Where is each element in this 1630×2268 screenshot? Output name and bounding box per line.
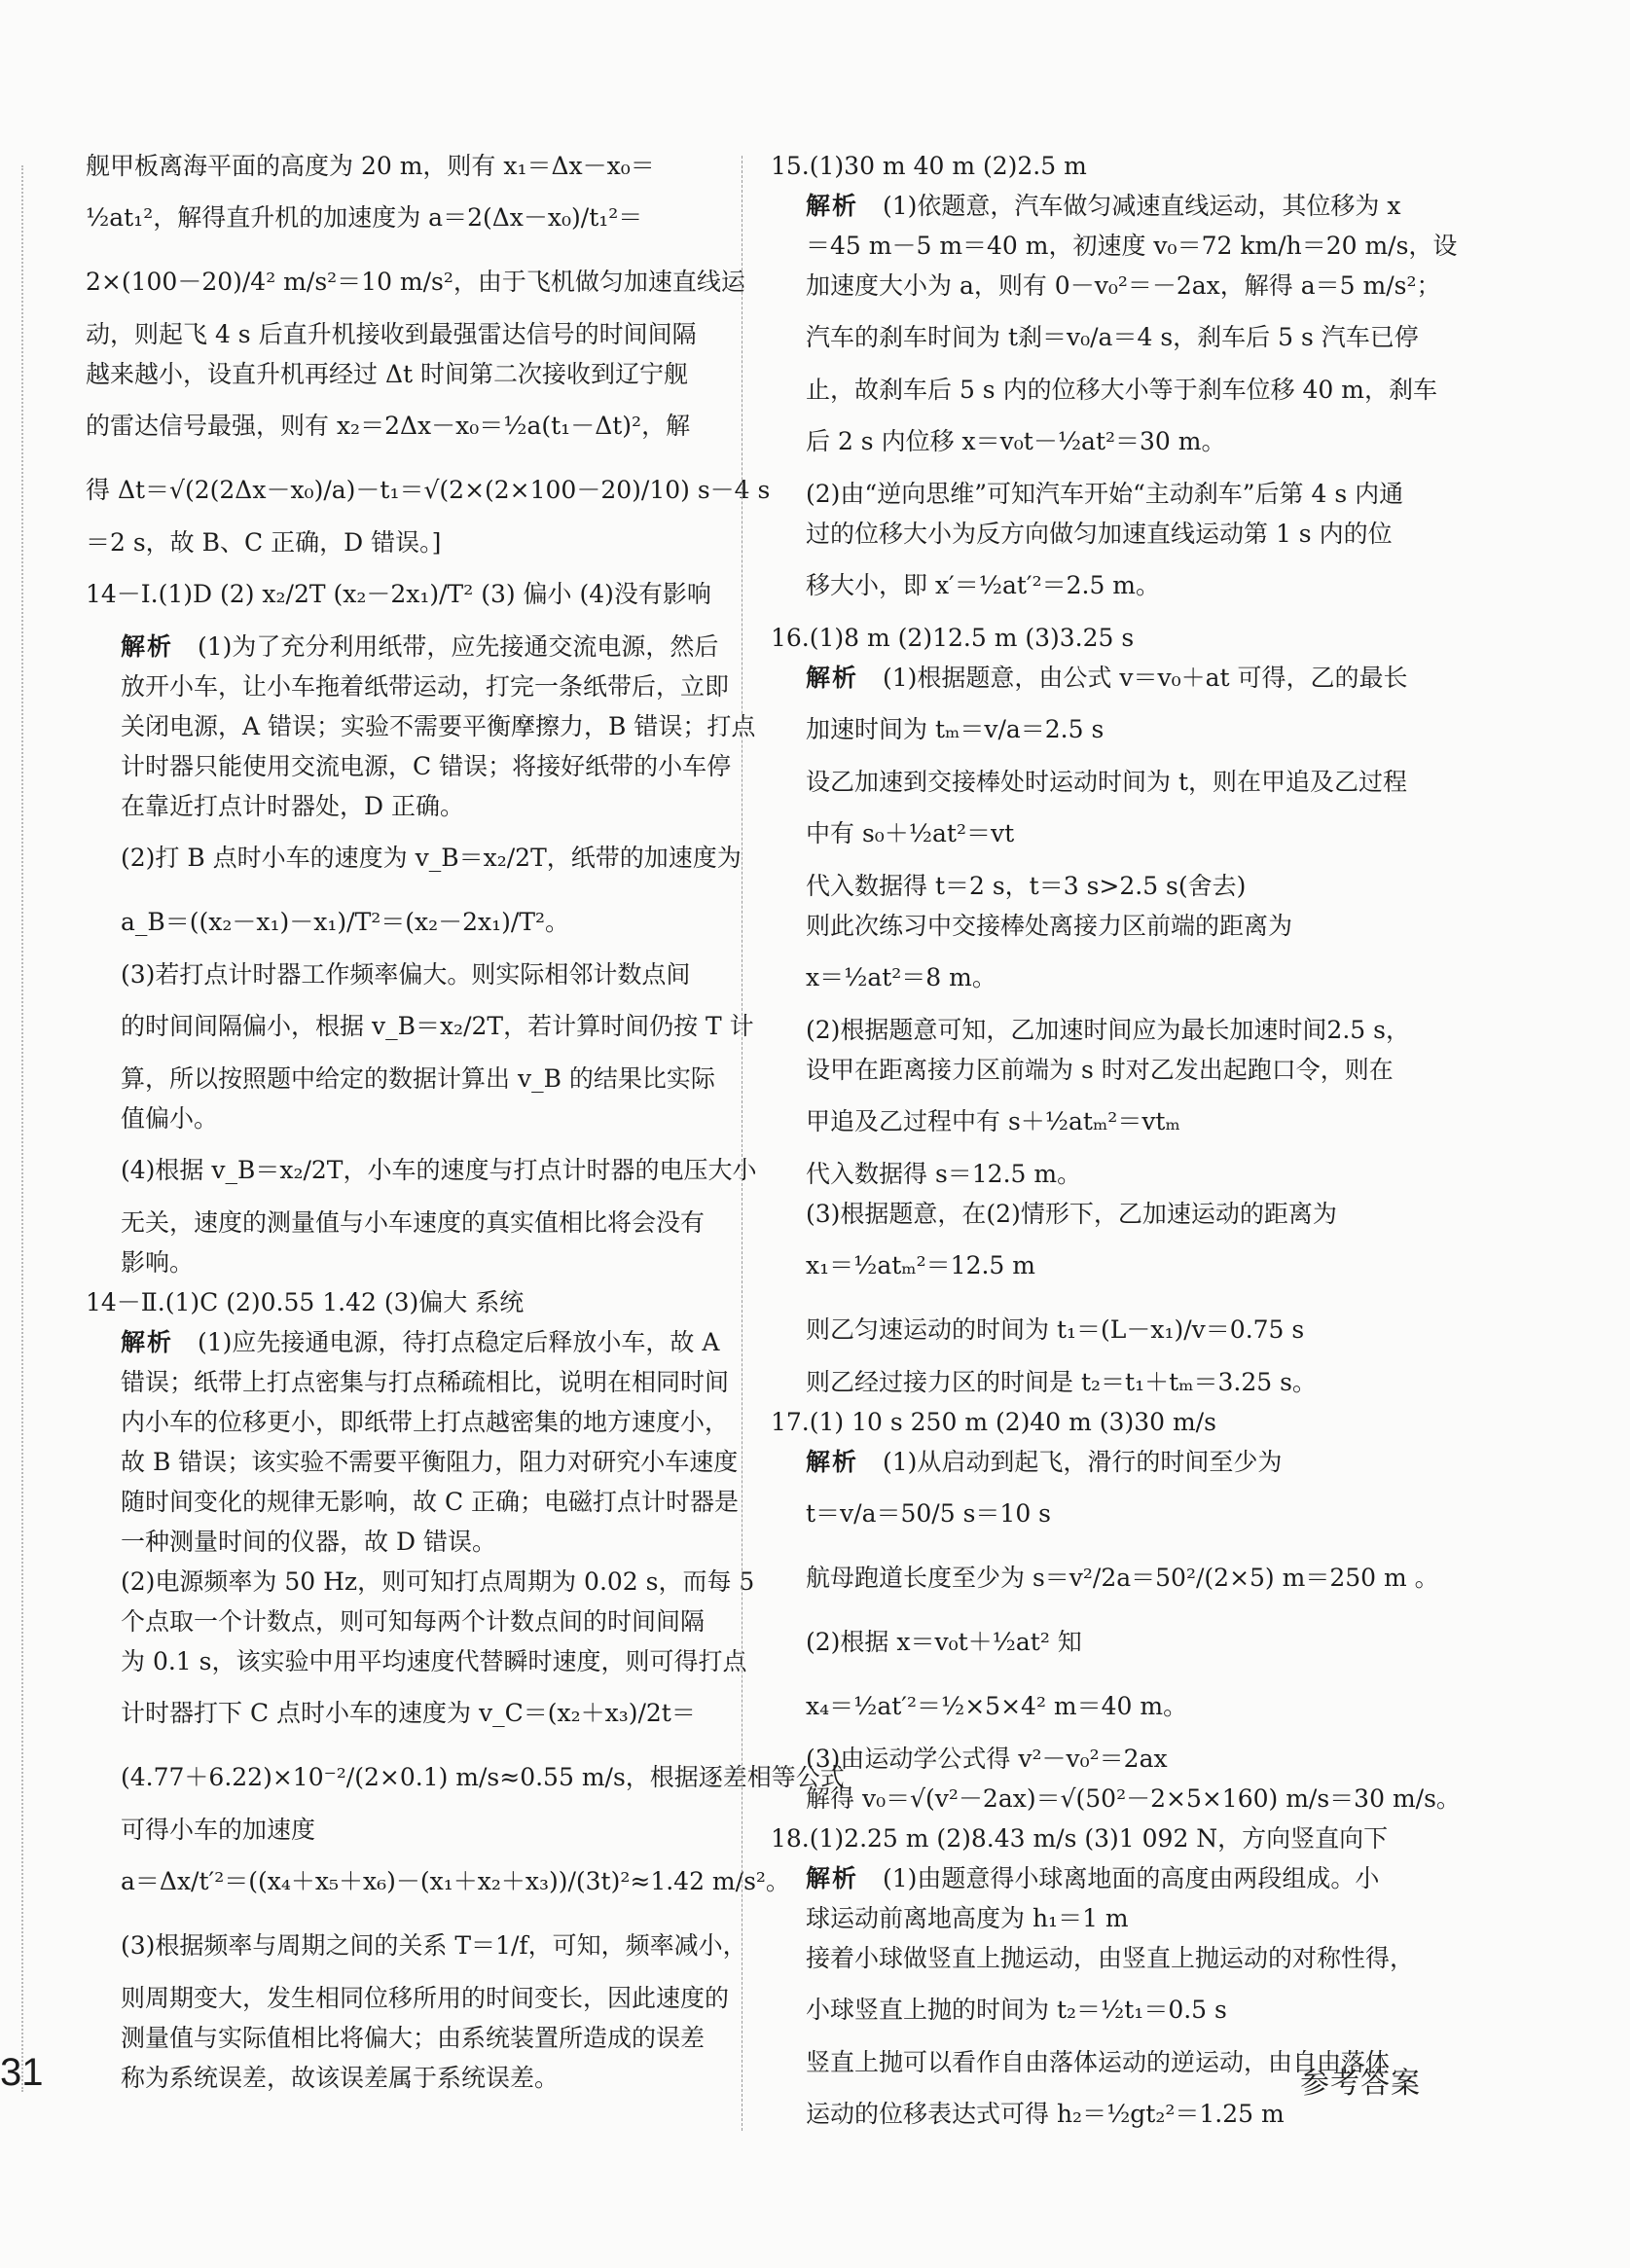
line-text: 17.(1) 10 s 250 m (2)40 m (3)30 m/s — [771, 1408, 1216, 1436]
column-divider — [742, 156, 743, 2131]
line-text: 得 Δt＝√(2(2Δx－x₀)/a)－t₁＝√(2×(2×100－20)/10) s－4 s — [86, 476, 771, 504]
text-line — [771, 1154, 1421, 1194]
line-text: (1)由题意得小球离地面的高度由两段组成。小 — [883, 1864, 1380, 1892]
line-text: 小球竖直上抛的时间为 t₂＝½t₁＝0.5 s — [806, 1996, 1227, 2024]
line-text: 代入数据得 s＝12.5 m。 — [806, 1160, 1082, 1188]
line-text: 计时器只能使用交流电源，C 错误；将接好纸带的小车停 — [121, 752, 732, 780]
line-text: 影响。 — [121, 1248, 195, 1277]
line-text: 14－Ⅱ.(1)C (2)0.55 1.42 (3)偏大 系统 — [86, 1288, 525, 1316]
line-text: (1)从启动到起飞，滑行的时间至少为 — [883, 1448, 1283, 1476]
text-line — [771, 370, 1437, 410]
text-line — [86, 1138, 757, 1203]
text-line — [771, 1442, 1421, 1482]
text-line — [771, 866, 1421, 906]
text-line — [771, 1298, 1421, 1362]
line-text: x₄＝½at′²＝½×5×4² m＝40 m。 — [806, 1692, 1188, 1720]
text-line — [771, 1674, 1421, 1739]
line-text: 移大小，即 x′＝½at′²＝2.5 m。 — [806, 571, 1161, 599]
line-text: x＝½at²＝8 m。 — [806, 963, 996, 991]
text-line — [86, 2018, 716, 2058]
text-line — [771, 266, 1441, 306]
text-line — [86, 146, 716, 186]
line-text: 中有 s₀＋½at²＝vt — [806, 819, 1015, 847]
line-text: 随时间变化的规律无影响，故 C 正确；电磁打点计时器是 — [121, 1488, 740, 1516]
line-text: 竖直上抛可以看作自由落体运动的逆运动，由自由落体 — [806, 2048, 1391, 2076]
analysis-label: 解析 — [121, 632, 174, 661]
text-line — [86, 1059, 716, 1098]
text-line — [86, 1098, 716, 1138]
line-text: (1)为了充分利用纸带，应先接通交流电源，然后 — [198, 632, 719, 661]
text-line — [771, 1234, 1421, 1298]
line-text: 在靠近打点计时器处，D 正确。 — [121, 792, 464, 820]
text-line — [771, 306, 1421, 370]
line-text: t＝v/a＝50/5 s＝10 s — [806, 1499, 1052, 1528]
text-line — [771, 1090, 1421, 1154]
text-line — [86, 1978, 730, 2018]
text-line — [771, 762, 1421, 802]
text-line — [771, 658, 1421, 698]
line-text: x₁＝½atₘ²＝12.5 m — [806, 1251, 1035, 1279]
answer-heading-line — [771, 146, 1421, 186]
text-line — [86, 826, 742, 890]
section-label: 参考答案 — [1300, 2067, 1421, 2101]
line-text: 则乙经过接力区的时间是 t₂＝t₁＋tₘ＝3.25 s。 — [806, 1368, 1317, 1396]
page-number: 31 — [0, 2051, 44, 2094]
text-line — [771, 1610, 1421, 1674]
line-text: 汽车的刹车时间为 t刹＝v₀/a＝4 s，刹车后 5 s 汽车已停 — [806, 323, 1419, 351]
line-text: 的雷达信号最强，则有 x₂＝2Δx－x₀＝½a(t₁－Δt)²，解 — [86, 412, 691, 440]
line-text: 放开小车，让小车拖着纸带运动，打完一条纸带后，立即 — [121, 672, 730, 701]
line-text: 关闭电源，A 错误；实验不需要平衡摩擦力，B 错误；打点 — [121, 712, 756, 740]
line-text: 15.(1)30 m 40 m (2)2.5 m — [771, 152, 1087, 180]
text-line — [771, 1010, 1421, 1050]
left-column — [86, 146, 845, 2098]
line-text: 则乙匀速运动的时间为 t₁＝(L－x₁)/v＝0.75 s — [806, 1315, 1305, 1344]
line-text: 接着小球做竖直上抛运动，由竖直上抛运动的对称性得， — [806, 1944, 1415, 1972]
text-line — [86, 1203, 716, 1242]
text-line — [771, 1779, 1461, 1818]
text-line — [771, 1546, 1439, 1610]
line-text: 动，则起飞 4 s 后直升机接收到最强雷达信号的时间间隔 — [86, 320, 697, 348]
line-text: 加速时间为 tₘ＝v/a＝2.5 s — [806, 715, 1105, 743]
line-text: 故 B 错误；该实验不需要平衡阻力，阻力对研究小车速度 — [121, 1448, 739, 1476]
text-line — [86, 1602, 716, 1641]
text-line — [86, 1641, 747, 1681]
text-line — [86, 1850, 790, 1914]
line-text: 14－Ⅰ.(1)D (2) x₂/2T (x₂－2x₁)/T² (3) 偏小 (4)没有影响 — [86, 580, 711, 608]
text-line — [86, 1362, 730, 1402]
line-text: (1)根据题意，由公式 v＝v₀＋at 可得，乙的最长 — [883, 664, 1408, 692]
answer-heading-line — [771, 618, 1421, 658]
text-line — [771, 1739, 1421, 1779]
line-text: 过的位移大小为反方向做匀加速直线运动第 1 s 内的位 — [806, 520, 1393, 548]
text-line — [86, 1242, 716, 1282]
text-line — [771, 554, 1421, 618]
text-line — [771, 514, 1421, 554]
line-text: (1)应先接通电源，待打点稳定后释放小车，故 A — [198, 1328, 720, 1356]
line-text: ½at₁²，解得直升机的加速度为 a＝2(Δx－x₀)/t₁²＝ — [86, 203, 643, 232]
line-text: 一种测量时间的仪器，故 D 错误。 — [121, 1528, 496, 1556]
text-line — [771, 1362, 1421, 1402]
line-text: 的时间间隔偏小，根据 v_B＝x₂/2T，若计算时间仍按 T 计 — [121, 1012, 754, 1040]
line-text: 称为系统误差，故该误差属于系统误差。 — [121, 2064, 560, 2092]
text-line — [86, 666, 730, 706]
line-text: 16.(1)8 m (2)12.5 m (3)3.25 s — [771, 624, 1135, 652]
text-line — [86, 746, 732, 786]
text-line — [771, 1938, 1421, 1978]
line-text: a_B＝((x₂－x₁)－x₁)/T²＝(x₂－2x₁)/T²。 — [121, 908, 570, 936]
line-text: (2)电源频率为 50 Hz，则可知打点周期为 0.02 s，而每 5 — [121, 1567, 755, 1596]
text-line — [86, 627, 719, 666]
line-text: 则此次练习中交接棒处离接力区前端的距离为 — [806, 912, 1293, 940]
line-text: (2)根据题意可知，乙加速时间应为最长加速时间2.5 s， — [806, 1016, 1410, 1044]
line-text: ＝2 s，故 B、C 正确，D 错误。] — [86, 528, 442, 557]
line-text: 值偏小。 — [121, 1104, 219, 1133]
line-text: 个点取一个计数点，则可知每两个计数点间的时间间隔 — [121, 1607, 706, 1636]
text-line — [86, 706, 756, 746]
line-text: (2)由“逆向思维”可知汽车开始“主动刹车”后第 4 s 内通 — [806, 480, 1404, 508]
text-line — [771, 186, 1421, 226]
analysis-label: 解析 — [806, 1864, 859, 1892]
line-text: 球运动前离地高度为 h₁＝1 m — [806, 1904, 1129, 1932]
analysis-label: 解析 — [121, 1328, 174, 1356]
line-text: (3)若打点计时器工作频率偏大。则实际相邻计数点间 — [121, 960, 691, 989]
line-text: 18.(1)2.25 m (2)8.43 m/s (3)1 092 N，方向竖直向下 — [771, 1824, 1389, 1853]
text-line — [771, 1858, 1421, 1898]
line-text: 2×(100－20)/4² m/s²＝10 m/s²，由于飞机做匀加速直线运 — [86, 268, 745, 296]
line-text: (3)根据题意，在(2)情形下，乙加速运动的距离为 — [806, 1200, 1337, 1228]
line-text: 测量值与实际值相比将偏大；由系统装置所造成的误差 — [121, 2024, 706, 2052]
text-line — [86, 1746, 845, 1810]
line-text: 止，故刹车后 5 s 内的位移大小等于刹车位移 40 m，刹车 — [806, 376, 1437, 404]
answer-heading-line — [771, 1818, 1421, 1858]
line-text: 甲追及乙过程中有 s＋½atₘ²＝vtₘ — [806, 1107, 1180, 1135]
line-text: 无关，速度的测量值与小车速度的真实值相比将会没有 — [121, 1208, 706, 1237]
right-column — [771, 146, 1461, 2146]
line-text: ＝45 m－5 m＝40 m，初速度 v₀＝72 km/h＝20 m/s，设 — [806, 232, 1458, 260]
text-line — [86, 1562, 755, 1602]
text-line — [771, 226, 1458, 266]
text-line — [771, 1978, 1421, 2042]
text-line — [86, 994, 754, 1059]
line-text: 设乙加速到交接棒处时运动时间为 t，则在甲追及乙过程 — [806, 768, 1407, 796]
text-line — [771, 1194, 1421, 1234]
line-text: 航母跑道长度至少为 s＝v²/2a＝50²/(2×5) m＝250 m 。 — [806, 1564, 1439, 1592]
text-line — [771, 946, 1421, 1010]
text-line — [771, 1050, 1421, 1090]
line-text: a＝Δx/t′²＝((x₄＋x₅＋x₆)－(x₁＋x₂＋x₃))/(3t)²≈1.42 m/s²。 — [121, 1867, 790, 1895]
line-text: 越来越小，设直升机再经过 Δt 时间第二次接收到辽宁舰 — [86, 360, 688, 388]
line-text: (4)根据 v_B＝x₂/2T，小车的速度与打点计时器的电压大小 — [121, 1156, 757, 1184]
text-line — [86, 354, 716, 394]
text-line — [86, 954, 716, 994]
line-text: 加速度大小为 a，则有 0－v₀²＝－2ax，解得 a＝5 m/s²； — [806, 271, 1441, 300]
line-text: 舰甲板离海平面的高度为 20 m，则有 x₁＝Δx－x₀＝ — [86, 152, 655, 180]
line-text: 算，所以按照题中给定的数据计算出 v_B 的结果比实际 — [121, 1064, 715, 1093]
text-line — [771, 474, 1421, 514]
line-text: 计时器打下 C 点时小车的速度为 v_C＝(x₂＋x₃)/2t＝ — [121, 1699, 696, 1727]
analysis-label: 解析 — [806, 1448, 859, 1476]
line-text: 则周期变大，发生相同位移所用的时间变长，因此速度的 — [121, 1984, 730, 2012]
text-line — [771, 1482, 1421, 1546]
line-text: 解得 v₀＝√(v²－2ax)＝√(50²－2×5×160) m/s＝30 m/s。 — [806, 1784, 1461, 1813]
text-line — [86, 1810, 716, 1850]
text-line — [86, 1522, 716, 1562]
line-text: 后 2 s 内位移 x＝v₀t－½at²＝30 m。 — [806, 427, 1226, 455]
line-text: 错误；纸带上打点密集与打点稀疏相比，说明在相同时间 — [121, 1368, 730, 1396]
text-line — [86, 1322, 720, 1362]
text-line — [86, 458, 771, 522]
text-line — [771, 698, 1421, 762]
text-line — [86, 1402, 730, 1442]
text-line — [86, 1482, 740, 1522]
line-text: 为 0.1 s，该实验中用平均速度代替瞬时速度，则可得打点 — [121, 1647, 747, 1675]
text-line — [86, 186, 716, 250]
text-line — [86, 394, 716, 458]
line-text: (3)由运动学公式得 v²－v₀²＝2ax — [806, 1745, 1168, 1773]
analysis-label: 解析 — [806, 664, 859, 692]
line-text: 运动的位移表达式可得 h₂＝½gt₂²＝1.25 m — [806, 2100, 1285, 2128]
line-text: 设甲在距离接力区前端为 s 时对乙发出起跑口令，则在 — [806, 1056, 1394, 1084]
text-line — [86, 1442, 739, 1482]
text-line — [86, 1681, 716, 1746]
text-line — [86, 786, 716, 826]
text-line — [86, 522, 716, 562]
line-text: (4.77＋6.22)×10⁻²/(2×0.1) m/s≈0.55 m/s，根据逐差相等公式 — [121, 1763, 845, 1791]
text-line — [771, 906, 1421, 946]
text-line — [771, 802, 1421, 866]
text-line — [771, 410, 1421, 474]
analysis-label: 解析 — [806, 192, 859, 220]
text-line — [771, 1898, 1421, 1938]
line-text: 可得小车的加速度 — [121, 1816, 316, 1844]
text-line — [86, 2058, 716, 2098]
text-line — [86, 890, 716, 954]
line-text: (2)根据 x＝v₀t＋½at² 知 — [806, 1628, 1082, 1656]
text-line — [86, 1914, 747, 1978]
answer-heading-line — [86, 1282, 716, 1322]
line-text: (2)打 B 点时小车的速度为 v_B＝x₂/2T，纸带的加速度为 — [121, 844, 742, 872]
answer-heading-line — [86, 562, 716, 627]
line-text: 内小车的位移更小，即纸带上打点越密集的地方速度小， — [121, 1408, 730, 1436]
line-text: 代入数据得 t＝2 s，t＝3 s>2.5 s(舍去) — [806, 872, 1247, 900]
answer-heading-line — [771, 1402, 1421, 1442]
text-line — [86, 250, 745, 314]
line-text: (3)根据频率与周期之间的关系 T＝1/f，可知，频率减小， — [121, 1931, 747, 1960]
binding-margin-line — [21, 165, 23, 2092]
line-text: (1)依题意，汽车做匀减速直线运动，其位移为 x — [883, 192, 1401, 220]
text-line — [86, 314, 716, 354]
